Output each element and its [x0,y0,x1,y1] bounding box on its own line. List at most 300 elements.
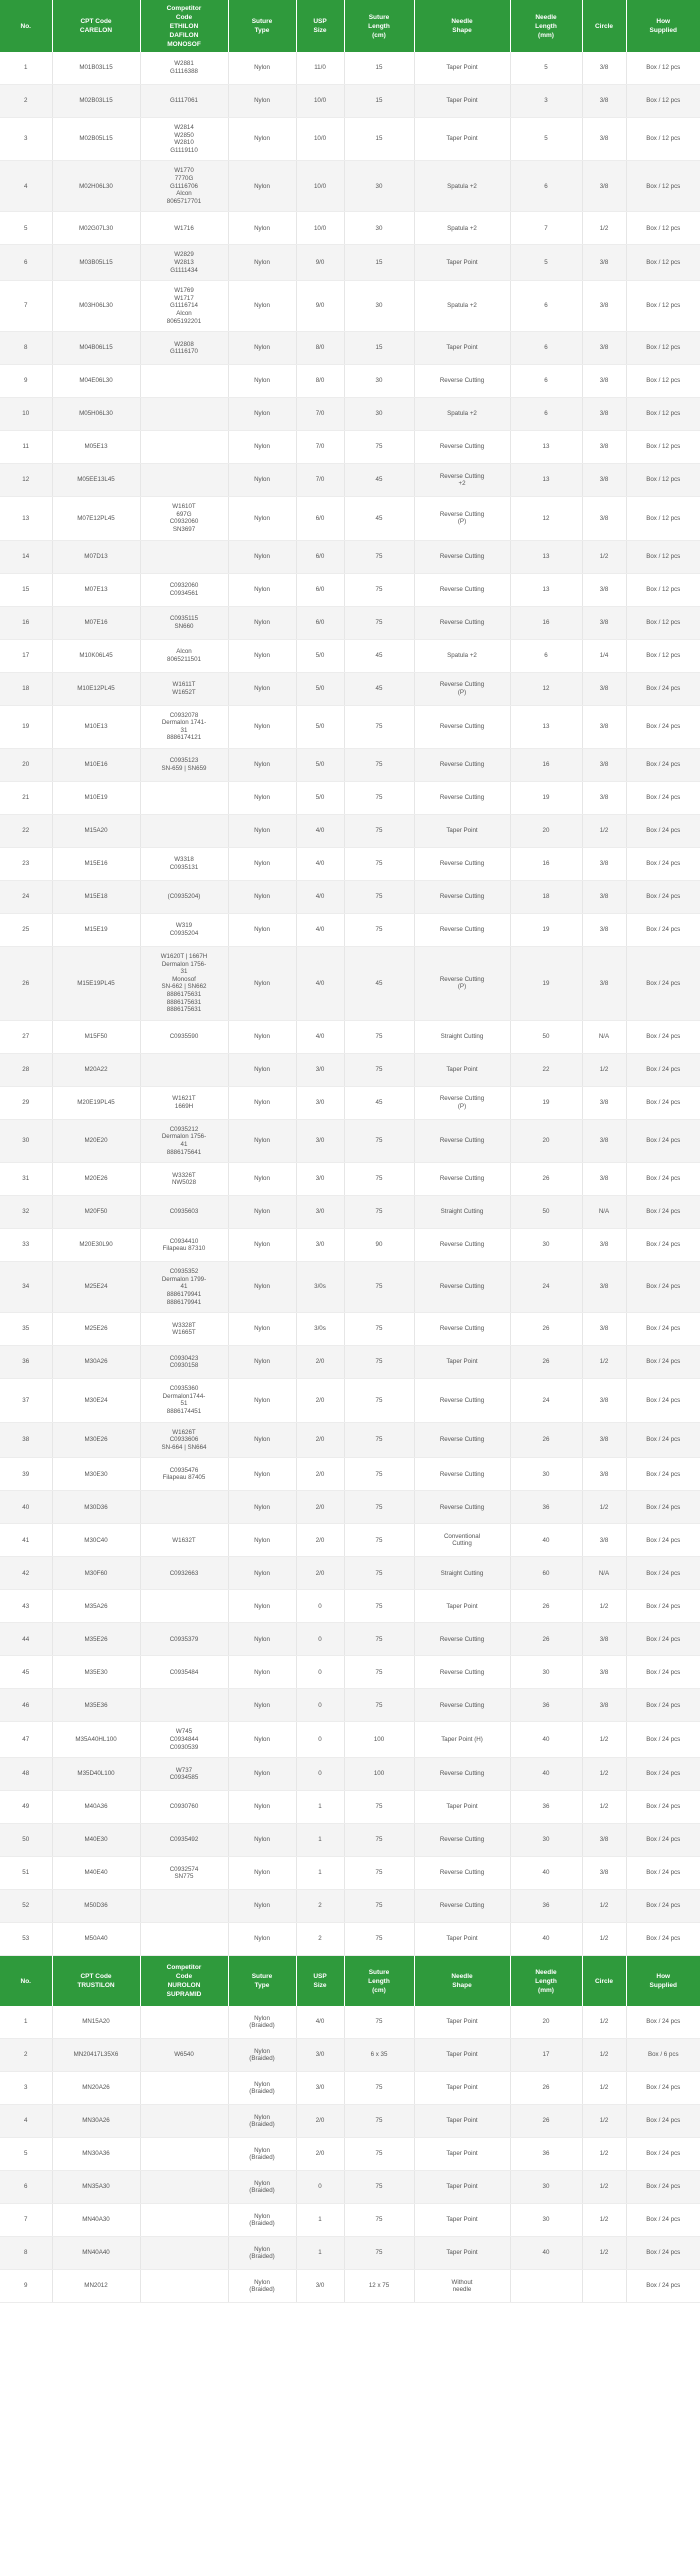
cell-needle-shape: Reverse Cutting [414,847,510,880]
cell-no: 4 [0,161,52,212]
cell-competitor-code: W1626T C0933606 SN-664 | SN664 [140,1422,228,1458]
cell-needle-length: 36 [510,1491,582,1524]
cell-suture-type: Nylon [228,639,296,672]
header-competitor-code: Competitor Code ETHILON DAFILON MONOSOF [140,0,228,52]
cell-how-supplied: Box / 24 pcs [626,946,700,1020]
cell-needle-shape: Reverse Cutting [414,1689,510,1722]
cell-no: 37 [0,1379,52,1422]
cell-needle-length: 26 [510,1422,582,1458]
cell-suture-length: 30 [344,365,414,398]
cell-how-supplied: Box / 24 pcs [626,1524,700,1557]
cell-suture-type: Nylon [228,1313,296,1346]
cell-no: 48 [0,1758,52,1791]
cell-suture-length: 100 [344,1758,414,1791]
cell-suture-length: 15 [344,52,414,85]
cell-suture-length: 45 [344,946,414,1020]
cell-usp-size: 7/0 [296,398,344,431]
cell-how-supplied: Box / 24 pcs [626,1656,700,1689]
cell-suture-type: Nylon [228,1557,296,1590]
header-usp-size: USP Size [296,1956,344,2006]
cell-how-supplied: Box / 24 pcs [626,2006,700,2039]
cell-needle-shape: Reverse Cutting [414,1857,510,1890]
cell-no: 42 [0,1557,52,1590]
cell-how-supplied: Box / 12 pcs [626,332,700,365]
table-row [0,1379,700,1422]
table-row [0,946,700,1020]
cell-needle-shape: Reverse Cutting [414,365,510,398]
cell-no: 9 [0,2270,52,2303]
cell-usp-size: 2 [296,1923,344,1956]
table-row [0,2171,700,2204]
cell-needle-length: 40 [510,2237,582,2270]
cell-suture-length: 45 [344,672,414,705]
cell-needle-length [510,2270,582,2303]
cell-needle-length: 24 [510,1262,582,1313]
cell-how-supplied: Box / 12 pcs [626,606,700,639]
cell-how-supplied: Box / 24 pcs [626,1458,700,1491]
cell-competitor-code: C0935115 SN660 [140,606,228,639]
cell-cpt-code: M15F50 [52,1020,140,1053]
cell-suture-length: 75 [344,1053,414,1086]
header-needle-shape: Needle Shape [414,0,510,52]
cell-needle-shape: Taper Point [414,1923,510,1956]
cell-no: 53 [0,1923,52,1956]
cell-suture-type: Nylon [228,1689,296,1722]
cell-competitor-code: W6540 [140,2039,228,2072]
cell-suture-length: 75 [344,1689,414,1722]
cell-competitor-code [140,2138,228,2171]
cell-competitor-code: C0930760 [140,1791,228,1824]
cell-needle-shape: Taper Point [414,118,510,161]
cell-circle: 3/8 [582,1163,626,1196]
table-row [0,1689,700,1722]
cell-suture-length: 45 [344,497,414,540]
cell-cpt-code: M40E30 [52,1824,140,1857]
cell-needle-length: 26 [510,2072,582,2105]
table-row [0,1590,700,1623]
cell-suture-type: Nylon [228,1791,296,1824]
cell-how-supplied: Box / 24 pcs [626,847,700,880]
cell-needle-shape: Reverse Cutting [414,1379,510,1422]
cell-cpt-code: M30A26 [52,1346,140,1379]
cell-how-supplied: Box / 24 pcs [626,1722,700,1758]
cell-needle-length: 24 [510,1379,582,1422]
cell-competitor-code [140,2204,228,2237]
cell-competitor-code: G1117061 [140,85,228,118]
cell-competitor-code: W1621T 1669H [140,1086,228,1119]
cell-cpt-code: M30D36 [52,1491,140,1524]
cell-suture-length: 30 [344,398,414,431]
cell-competitor-code: C0935590 [140,1020,228,1053]
cell-needle-shape: Reverse Cutting [414,1262,510,1313]
table-row [0,1053,700,1086]
cell-usp-size: 9/0 [296,245,344,281]
cell-usp-size: 3/0 [296,1163,344,1196]
cell-how-supplied: Box / 24 pcs [626,1379,700,1422]
cell-no: 39 [0,1458,52,1491]
cell-needle-length: 3 [510,85,582,118]
cell-cpt-code: MN2012 [52,2270,140,2303]
cell-circle: 3/8 [582,161,626,212]
cell-usp-size: 3/0 [296,1086,344,1119]
cell-usp-size: 3/0 [296,1229,344,1262]
cell-suture-type: Nylon [228,497,296,540]
cell-suture-length: 30 [344,281,414,332]
cell-suture-type: Nylon [228,1020,296,1053]
cell-no: 45 [0,1656,52,1689]
cell-circle: 3/8 [582,880,626,913]
cell-circle: 3/8 [582,1422,626,1458]
cell-no: 8 [0,332,52,365]
cell-competitor-code [140,2237,228,2270]
cell-how-supplied: Box / 24 pcs [626,1422,700,1458]
cell-no: 44 [0,1623,52,1656]
cell-no: 1 [0,52,52,85]
cell-no: 7 [0,2204,52,2237]
cell-suture-length: 75 [344,1923,414,1956]
cell-needle-shape: Spatula +2 [414,281,510,332]
table-row [0,1758,700,1791]
cell-needle-length: 13 [510,705,582,748]
cell-suture-length: 15 [344,332,414,365]
cell-suture-type: Nylon [228,1623,296,1656]
cell-how-supplied: Box / 24 pcs [626,2204,700,2237]
cell-competitor-code: (C0935204) [140,880,228,913]
cell-needle-length: 22 [510,1053,582,1086]
cell-suture-length: 75 [344,573,414,606]
cell-competitor-code: C0935379 [140,1623,228,1656]
cell-how-supplied: Box / 24 pcs [626,1857,700,1890]
cell-suture-type: Nylon (Braided) [228,2072,296,2105]
cell-no: 19 [0,705,52,748]
cell-needle-length: 20 [510,2006,582,2039]
cell-needle-length: 20 [510,1119,582,1162]
cell-no: 5 [0,212,52,245]
table-row [0,2006,700,2039]
cell-needle-shape: Taper Point [414,2204,510,2237]
cell-usp-size: 5/0 [296,672,344,705]
cell-how-supplied: Box / 12 pcs [626,281,700,332]
cell-competitor-code: C0935360 Dermalon1744- 51 8886174451 [140,1379,228,1422]
table-row [0,606,700,639]
cell-suture-type: Nylon [228,573,296,606]
cell-cpt-code: M30E30 [52,1458,140,1491]
cell-cpt-code: M10E16 [52,748,140,781]
cell-cpt-code: M25E26 [52,1313,140,1346]
cell-suture-type: Nylon [228,606,296,639]
table-row [0,245,700,281]
cell-how-supplied: Box / 24 pcs [626,1119,700,1162]
cell-needle-length: 13 [510,540,582,573]
cell-needle-shape: Reverse Cutting [414,748,510,781]
table-row [0,398,700,431]
cell-circle: 3/8 [582,946,626,1020]
header-usp-size: USP Size [296,0,344,52]
cell-suture-length: 75 [344,814,414,847]
cell-no: 2 [0,2039,52,2072]
cell-competitor-code: W1632T [140,1524,228,1557]
cell-cpt-code: MN20417L35X6 [52,2039,140,2072]
cell-cpt-code: M03B05L15 [52,245,140,281]
table-row [0,2138,700,2171]
cell-suture-length: 75 [344,705,414,748]
cell-usp-size: 10/0 [296,118,344,161]
cell-how-supplied: Box / 12 pcs [626,398,700,431]
cell-no: 29 [0,1086,52,1119]
cell-needle-shape: Taper Point [414,2006,510,2039]
cell-needle-shape: Reverse Cutting [414,1313,510,1346]
cell-circle: 1/2 [582,1791,626,1824]
cell-usp-size: 3/0s [296,1313,344,1346]
cell-suture-length: 75 [344,1590,414,1623]
cell-usp-size: 6/0 [296,540,344,573]
cell-needle-length: 50 [510,1020,582,1053]
cell-cpt-code: M10E19 [52,781,140,814]
header-how-supplied: How Supplied [626,0,700,52]
cell-circle: 1/2 [582,540,626,573]
cell-usp-size: 3/0 [296,2270,344,2303]
cell-competitor-code: W1610T 697G C0932060 SN3697 [140,497,228,540]
cell-how-supplied: Box / 24 pcs [626,1623,700,1656]
cell-suture-length: 45 [344,1086,414,1119]
cell-cpt-code: M07E13 [52,573,140,606]
cell-usp-size: 6/0 [296,497,344,540]
cell-how-supplied: Box / 24 pcs [626,1590,700,1623]
cell-suture-length: 75 [344,1119,414,1162]
cell-no: 46 [0,1689,52,1722]
table-row [0,748,700,781]
cell-suture-length: 12 x 75 [344,2270,414,2303]
cell-needle-length: 20 [510,814,582,847]
table-row [0,2204,700,2237]
table-row [0,1422,700,1458]
cell-needle-shape: Reverse Cutting [414,1119,510,1162]
cell-cpt-code: M15E16 [52,847,140,880]
cell-suture-length: 75 [344,913,414,946]
cell-needle-shape: Reverse Cutting [414,1491,510,1524]
cell-needle-shape: Reverse Cutting (P) [414,946,510,1020]
cell-circle: 3/8 [582,1824,626,1857]
cell-how-supplied: Box / 24 pcs [626,1196,700,1229]
cell-no: 51 [0,1857,52,1890]
cell-no: 13 [0,497,52,540]
header-circle: Circle [582,1956,626,2006]
table-row [0,1086,700,1119]
cell-no: 12 [0,464,52,497]
cell-cpt-code: M05E13 [52,431,140,464]
cell-circle: 3/8 [582,1229,626,1262]
cell-suture-type: Nylon [228,1824,296,1857]
cell-usp-size: 0 [296,1758,344,1791]
cell-circle: 3/8 [582,1689,626,1722]
table-row [0,1890,700,1923]
cell-usp-size: 4/0 [296,946,344,1020]
table-row [0,1722,700,1758]
cell-circle: 3/8 [582,1623,626,1656]
cell-needle-length: 50 [510,1196,582,1229]
header-needle-length: Needle Length (mm) [510,1956,582,2006]
cell-suture-type: Nylon (Braided) [228,2105,296,2138]
cell-suture-type: Nylon (Braided) [228,2006,296,2039]
cell-needle-shape: Reverse Cutting [414,1163,510,1196]
cell-needle-length: 6 [510,281,582,332]
table-row [0,1791,700,1824]
cell-circle: 3/8 [582,913,626,946]
cell-needle-length: 40 [510,1758,582,1791]
cell-how-supplied: Box / 24 pcs [626,1758,700,1791]
cell-needle-length: 6 [510,161,582,212]
cell-needle-shape: Reverse Cutting [414,1824,510,1857]
cell-needle-length: 19 [510,781,582,814]
header-circle: Circle [582,0,626,52]
cell-needle-length: 13 [510,464,582,497]
cell-cpt-code: M10K06L45 [52,639,140,672]
cell-circle: 3/8 [582,1119,626,1162]
cell-suture-type: Nylon [228,1923,296,1956]
cell-needle-length: 26 [510,2105,582,2138]
cell-no: 4 [0,2105,52,2138]
cell-suture-length: 75 [344,1656,414,1689]
table-row [0,1229,700,1262]
cell-needle-shape: Taper Point [414,1053,510,1086]
table-row [0,1623,700,1656]
cell-suture-type: Nylon [228,1890,296,1923]
cell-usp-size: 3/0s [296,1262,344,1313]
cell-how-supplied: Box / 12 pcs [626,540,700,573]
cell-needle-shape: Taper Point [414,814,510,847]
cell-competitor-code [140,781,228,814]
cell-how-supplied: Box / 24 pcs [626,2270,700,2303]
cell-circle: 1/2 [582,1722,626,1758]
cell-needle-shape: Straight Cutting [414,1196,510,1229]
cell-circle: 3/8 [582,606,626,639]
cell-cpt-code: M15A20 [52,814,140,847]
cell-no: 6 [0,2171,52,2204]
cell-needle-length: 16 [510,606,582,639]
cell-usp-size: 8/0 [296,332,344,365]
cell-how-supplied: Box / 24 pcs [626,2072,700,2105]
cell-suture-length: 6 x 35 [344,2039,414,2072]
cell-no: 47 [0,1722,52,1758]
cell-competitor-code: C0935476 Filapeau 87405 [140,1458,228,1491]
cell-usp-size: 0 [296,1656,344,1689]
cell-suture-type: Nylon [228,540,296,573]
cell-suture-type: Nylon [228,946,296,1020]
cell-suture-length: 75 [344,1346,414,1379]
cell-how-supplied: Box / 12 pcs [626,639,700,672]
cell-competitor-code: C0934410 Filapeau 87310 [140,1229,228,1262]
cell-competitor-code [140,814,228,847]
cell-competitor-code: C0930423 C0930158 [140,1346,228,1379]
table-header-row [0,0,700,52]
cell-needle-length: 36 [510,1689,582,1722]
cell-usp-size: 2/0 [296,1524,344,1557]
cell-needle-shape: Reverse Cutting [414,1422,510,1458]
cell-needle-shape: Reverse Cutting (P) [414,1086,510,1119]
cell-usp-size: 3/0 [296,2039,344,2072]
cell-needle-shape: Reverse Cutting [414,1623,510,1656]
cell-suture-length: 45 [344,639,414,672]
cell-circle: 1/2 [582,1758,626,1791]
cell-usp-size: 8/0 [296,365,344,398]
cell-suture-length: 75 [344,2138,414,2171]
cell-needle-shape: Taper Point [414,1346,510,1379]
cell-circle: 3/8 [582,497,626,540]
cell-how-supplied: Box / 24 pcs [626,913,700,946]
cell-needle-length: 13 [510,573,582,606]
cell-circle: N/A [582,1557,626,1590]
cell-needle-length: 30 [510,2171,582,2204]
cell-how-supplied: Box / 24 pcs [626,1086,700,1119]
cell-cpt-code: M40E40 [52,1857,140,1890]
cell-cpt-code: M30E24 [52,1379,140,1422]
cell-cpt-code: M20E26 [52,1163,140,1196]
cell-suture-type: Nylon [228,281,296,332]
cell-usp-size: 5/0 [296,639,344,672]
cell-suture-length: 75 [344,1379,414,1422]
cell-no: 25 [0,913,52,946]
cell-suture-length: 30 [344,212,414,245]
cell-suture-type: Nylon [228,212,296,245]
cell-needle-shape: Taper Point [414,1590,510,1623]
table-row [0,880,700,913]
cell-competitor-code: W2814 W2850 W2810 G1119110 [140,118,228,161]
cell-suture-type: Nylon [228,1119,296,1162]
cell-competitor-code [140,2270,228,2303]
cell-suture-length: 75 [344,1163,414,1196]
cell-usp-size: 0 [296,1689,344,1722]
cell-suture-type: Nylon [228,398,296,431]
cell-suture-type: Nylon [228,1722,296,1758]
product-table-trustilon [0,1956,700,2303]
cell-suture-length: 75 [344,540,414,573]
cell-suture-length: 75 [344,2204,414,2237]
table-row [0,1524,700,1557]
cell-circle: 1/2 [582,212,626,245]
cell-circle: 3/8 [582,332,626,365]
cell-needle-shape: Reverse Cutting (P) [414,672,510,705]
header-cpt-code: CPT Code CARELON [52,0,140,52]
cell-competitor-code [140,464,228,497]
cell-no: 16 [0,606,52,639]
cell-competitor-code: C0932663 [140,1557,228,1590]
cell-usp-size: 3/0 [296,1053,344,1086]
header-suture-type: Suture Type [228,0,296,52]
cell-needle-length: 16 [510,748,582,781]
cell-suture-length: 15 [344,85,414,118]
cell-needle-length: 40 [510,1524,582,1557]
cell-competitor-code: W1770 7770G G1116706 Alcon 8065717701 [140,161,228,212]
table-row [0,672,700,705]
cell-circle: 1/2 [582,2204,626,2237]
cell-circle: 3/8 [582,705,626,748]
cell-no: 15 [0,573,52,606]
cell-needle-length: 30 [510,2204,582,2237]
cell-needle-length: 19 [510,913,582,946]
header-how-supplied: How Supplied [626,1956,700,2006]
cell-how-supplied: Box / 24 pcs [626,1491,700,1524]
cell-usp-size: 10/0 [296,161,344,212]
cell-suture-type: Nylon [228,1196,296,1229]
header-needle-shape: Needle Shape [414,1956,510,2006]
cell-competitor-code: W2881 G1116388 [140,52,228,85]
cell-suture-type: Nylon [228,431,296,464]
cell-suture-type: Nylon [228,1346,296,1379]
cell-suture-type: Nylon [228,880,296,913]
cell-cpt-code: M35E36 [52,1689,140,1722]
cell-no: 35 [0,1313,52,1346]
cell-needle-shape: Taper Point [414,245,510,281]
